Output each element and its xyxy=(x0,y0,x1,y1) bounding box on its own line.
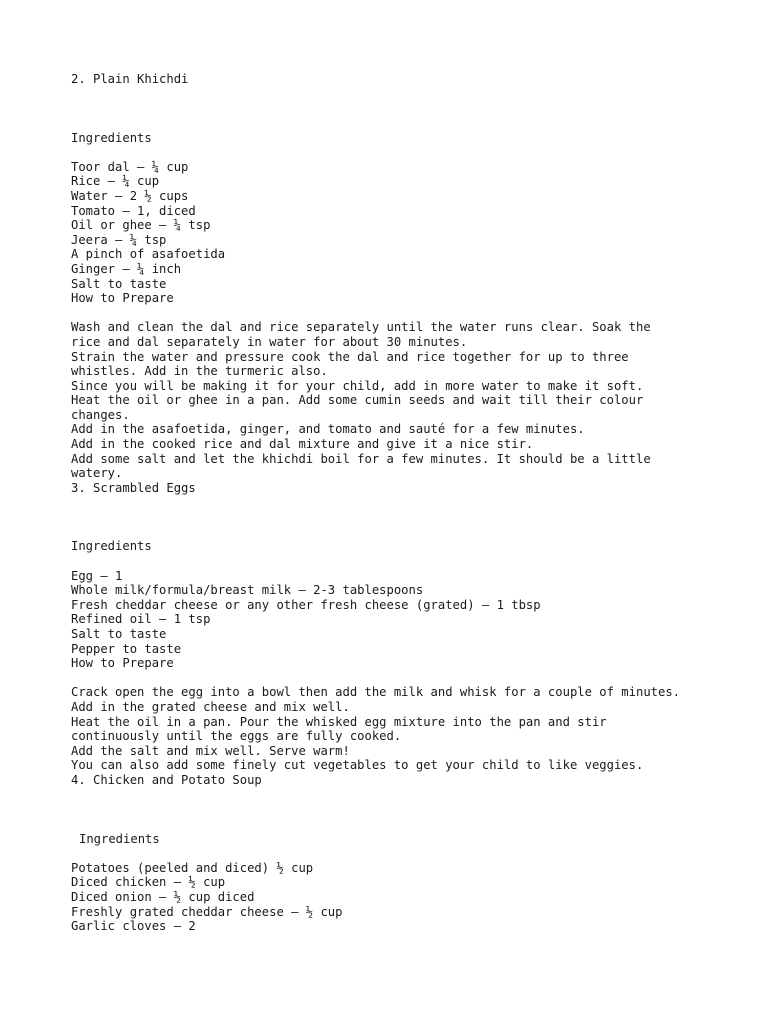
ingredient-item: Fresh cheddar cheese or any other fresh cheese (grated) – 1 tbsp xyxy=(71,597,541,612)
spacer xyxy=(71,554,751,569)
ingredients-heading: Ingredients xyxy=(71,130,152,145)
step-line: Since you will be making it for your child, add in more water to make it soft. xyxy=(71,378,644,393)
ingredient-item: Potatoes (peeled and diced) ½ cup xyxy=(71,860,314,875)
ingredient-item: Water – 2 ½ cups xyxy=(71,188,189,203)
step-line: Add in the asafoetida, ginger, and tomato and sauté for a few minutes. xyxy=(71,422,585,437)
ingredient-item: Jeera – ¼ tsp xyxy=(71,232,167,247)
ingredient-item: Ginger – ¼ inch xyxy=(71,261,182,276)
ingredient-item: Salt to taste xyxy=(71,627,167,641)
ingredient-item: Rice – ¼ cup xyxy=(71,174,160,189)
ingredient-item: Whole milk/formula/breast milk – 2-3 tablespoons xyxy=(71,583,424,598)
step-line: Heat the oil in a pan. Pour the whisked egg mixture into the pan and stir xyxy=(71,714,607,729)
ingredient-item: Diced onion – ½ cup diced xyxy=(71,889,255,904)
step-line: Add in the grated cheese and mix well. xyxy=(71,699,350,714)
ingredient-item: Toor dal – ¼ cup xyxy=(71,159,189,174)
step-line: Wash and clean the dal and rice separately until the water runs clear. Soak the xyxy=(71,320,651,335)
spacer xyxy=(71,87,751,131)
spacer xyxy=(71,788,751,832)
step-line: rice and dal separately in water for about 30 minutes. xyxy=(71,334,468,349)
document-page xyxy=(71,72,751,934)
spacer xyxy=(71,306,751,321)
spacer xyxy=(71,145,751,160)
step-line: Add some salt and let the khichdi boil for a few minutes. It should be a little xyxy=(71,451,651,466)
step-line: Strain the water and pressure cook the dal and rice together for up to three xyxy=(71,349,629,364)
step-line: Add the salt and mix well. Serve warm! xyxy=(71,743,350,758)
ingredient-item: Oil or ghee – ¼ tsp xyxy=(71,218,211,233)
recipe-title: 4. Chicken and Potato Soup xyxy=(71,772,262,787)
ingredient-item: Egg – 1 xyxy=(71,568,123,583)
step-line: whistles. Add in the turmeric also. xyxy=(71,364,328,379)
step-line: You can also add some finely cut vegetables to get your child to like veggies. xyxy=(71,758,644,773)
ingredient-item: Diced chicken – ½ cup xyxy=(71,875,226,890)
ingredient-item: Garlic cloves – 2 xyxy=(71,919,196,934)
recipe-title: 3. Scrambled Eggs xyxy=(71,480,196,495)
howto-heading: How to Prepare xyxy=(71,291,174,306)
spacer xyxy=(71,671,751,686)
recipe-title: 2. Plain Khichdi xyxy=(71,72,189,86)
step-line: Heat the oil or ghee in a pan. Add some cumin seeds and wait till their colour xyxy=(71,393,644,408)
spacer xyxy=(71,495,751,539)
ingredient-item: A pinch of asafoetida xyxy=(71,247,226,262)
ingredient-item: Pepper to taste xyxy=(71,641,182,656)
spacer xyxy=(71,846,751,861)
step-line: changes. xyxy=(71,407,130,422)
ingredient-item: Refined oil – 1 tsp xyxy=(71,612,211,627)
howto-heading: How to Prepare xyxy=(71,656,174,671)
ingredients-heading: Ingredients xyxy=(71,539,152,554)
ingredient-item: Tomato – 1, diced xyxy=(71,203,196,218)
step-line: Crack open the egg into a bowl then add the milk and whisk for a couple of minutes. xyxy=(71,685,681,700)
step-line: watery. xyxy=(71,466,123,481)
ingredients-heading: Ingredients xyxy=(79,831,160,846)
ingredient-item: Freshly grated cheddar cheese – ½ cup xyxy=(71,904,343,919)
ingredient-item: Salt to taste xyxy=(71,276,167,291)
step-line: continuously until the eggs are fully cooked. xyxy=(71,729,402,744)
step-line: Add in the cooked rice and dal mixture and give it a nice stir. xyxy=(71,437,534,452)
